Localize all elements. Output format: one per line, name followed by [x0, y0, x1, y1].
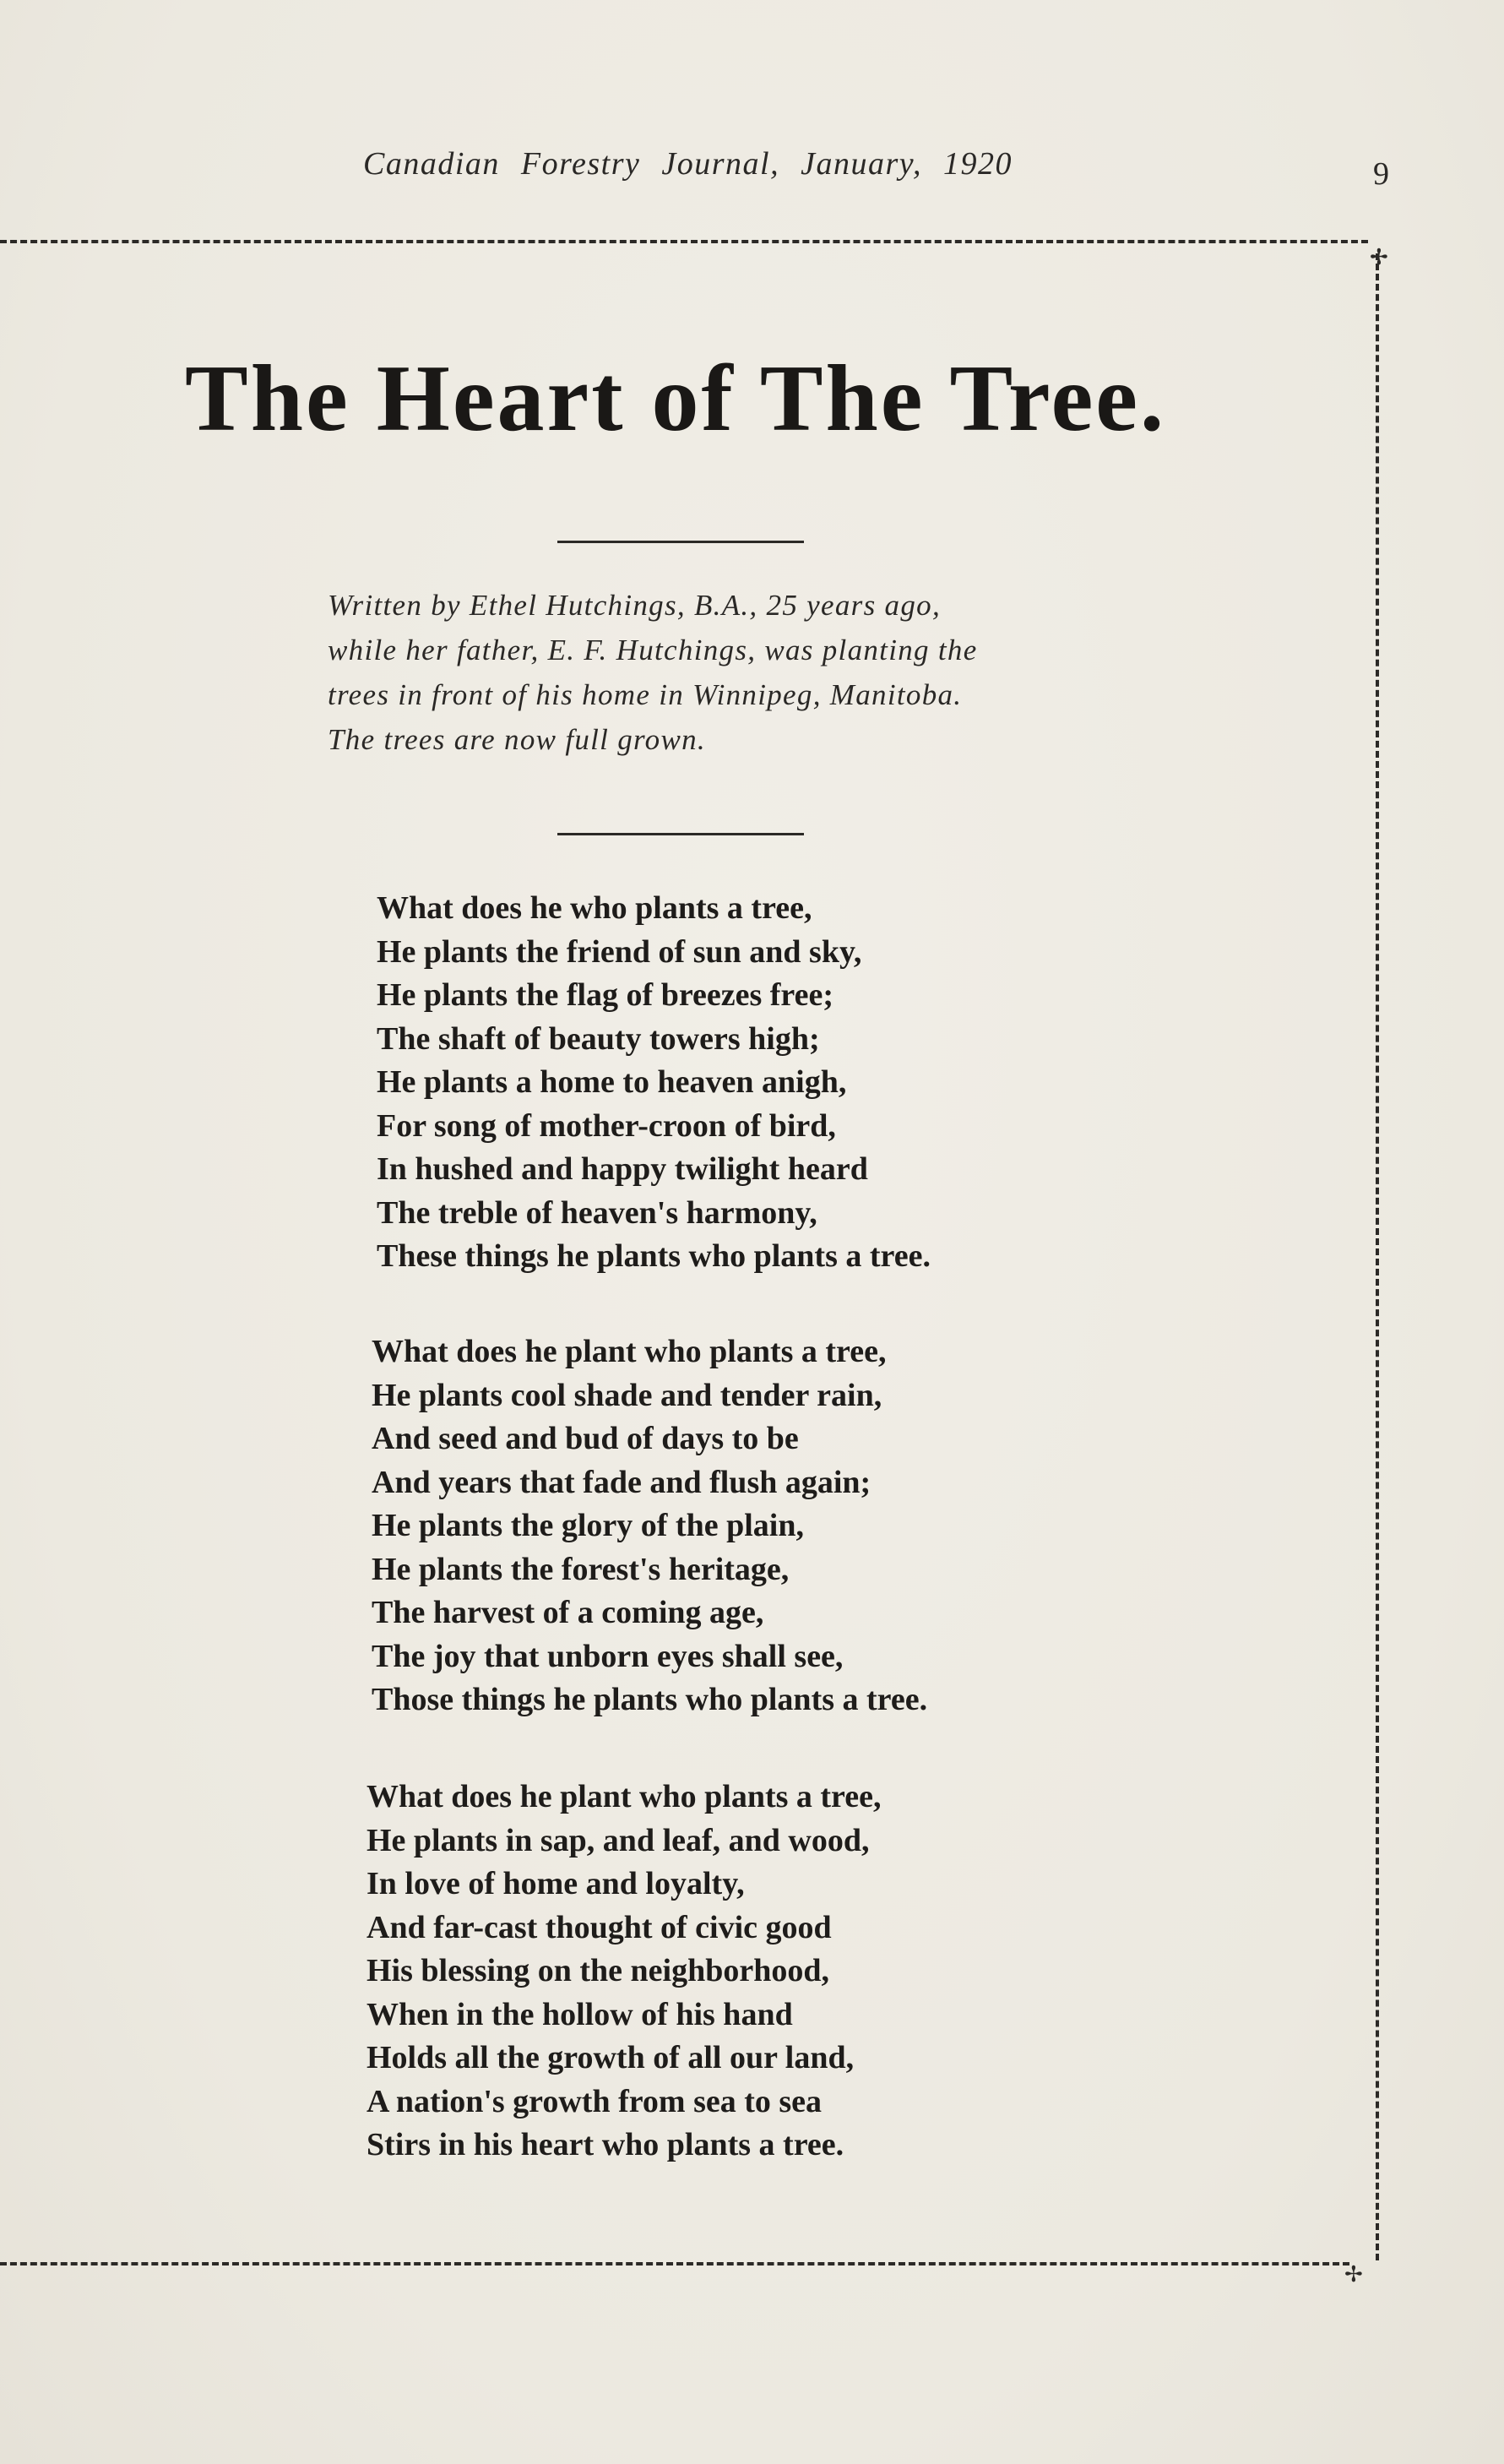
poem-line: He plants the flag of breezes free;: [377, 977, 833, 1013]
right-border-rule: [1376, 253, 1379, 2260]
intro-line: while her father, E. F. Hutchings, was planting the: [328, 634, 978, 666]
intro-line: trees in front of his home in Winnipeg, Manitoba.: [328, 678, 963, 711]
poem-line: For song of mother-croon of bird,: [377, 1107, 836, 1144]
poem-line: In hushed and happy twilight heard: [377, 1151, 868, 1187]
poem-line: The shaft of beauty towers high;: [377, 1020, 820, 1057]
bottom-border-rule: [0, 2262, 1349, 2265]
poem-line: In love of home and loyalty,: [366, 1866, 745, 1901]
poem-line: When in the hollow of his hand: [366, 1996, 793, 2032]
poem-line: He plants a home to heaven anigh,: [377, 1064, 847, 1100]
bottom-right-ornament-icon: ✢: [1344, 2262, 1363, 2287]
poem-line: The treble of heaven's harmony,: [377, 1194, 817, 1231]
top-right-ornament-icon: ✢: [1370, 245, 1388, 269]
stanza-3: [366, 1776, 1008, 2168]
poem-line: His blessing on the neighborhood,: [366, 1953, 829, 1988]
poem-line: Stirs in his heart who plants a tree.: [366, 2127, 844, 2162]
stanza-2: [372, 1330, 1013, 1722]
page-number: 9: [1373, 156, 1389, 192]
intro-line: The trees are now full grown.: [328, 723, 706, 756]
poem-title: The Heart of The Tree.: [185, 346, 1166, 451]
poem-line: He plants the forest's heritage,: [372, 1551, 790, 1587]
poem-line: And far-cast thought of civic good: [366, 1909, 832, 1945]
poem-line: Those things he plants who plants a tree.: [372, 1682, 928, 1717]
poem-line: And years that fade and flush again;: [372, 1464, 871, 1500]
poem-line: Holds all the growth of all our land,: [366, 2040, 855, 2075]
poem-line: What does he who plants a tree,: [377, 890, 812, 926]
poem-line: The harvest of a coming age,: [372, 1595, 764, 1630]
poem-line: The joy that unborn eyes shall see,: [372, 1638, 844, 1674]
intro-note: [328, 583, 1054, 762]
poem-line: And seed and bud of days to be: [372, 1421, 799, 1456]
poem-line: What does he plant who plants a tree,: [372, 1334, 887, 1369]
poem-line: These things he plants who plants a tree.: [377, 1238, 931, 1274]
poem-line: He plants the glory of the plain,: [372, 1508, 804, 1543]
top-border-rule: [0, 240, 1368, 243]
running-head: Canadian Forestry Journal, January, 1920: [363, 146, 1013, 182]
poem-line: He plants in sap, and leaf, and wood,: [366, 1822, 870, 1858]
poem-line: He plants the friend of sun and sky,: [377, 933, 862, 970]
intro-divider: [557, 833, 804, 835]
title-divider: [557, 541, 804, 543]
stanza-1: [377, 887, 1018, 1279]
poem-line: What does he plant who plants a tree,: [366, 1779, 882, 1814]
poem-line: A nation's growth from sea to sea: [366, 2083, 823, 2119]
poem-line: He plants cool shade and tender rain,: [372, 1377, 882, 1413]
intro-line: Written by Ethel Hutchings, B.A., 25 years ago,: [328, 589, 941, 622]
